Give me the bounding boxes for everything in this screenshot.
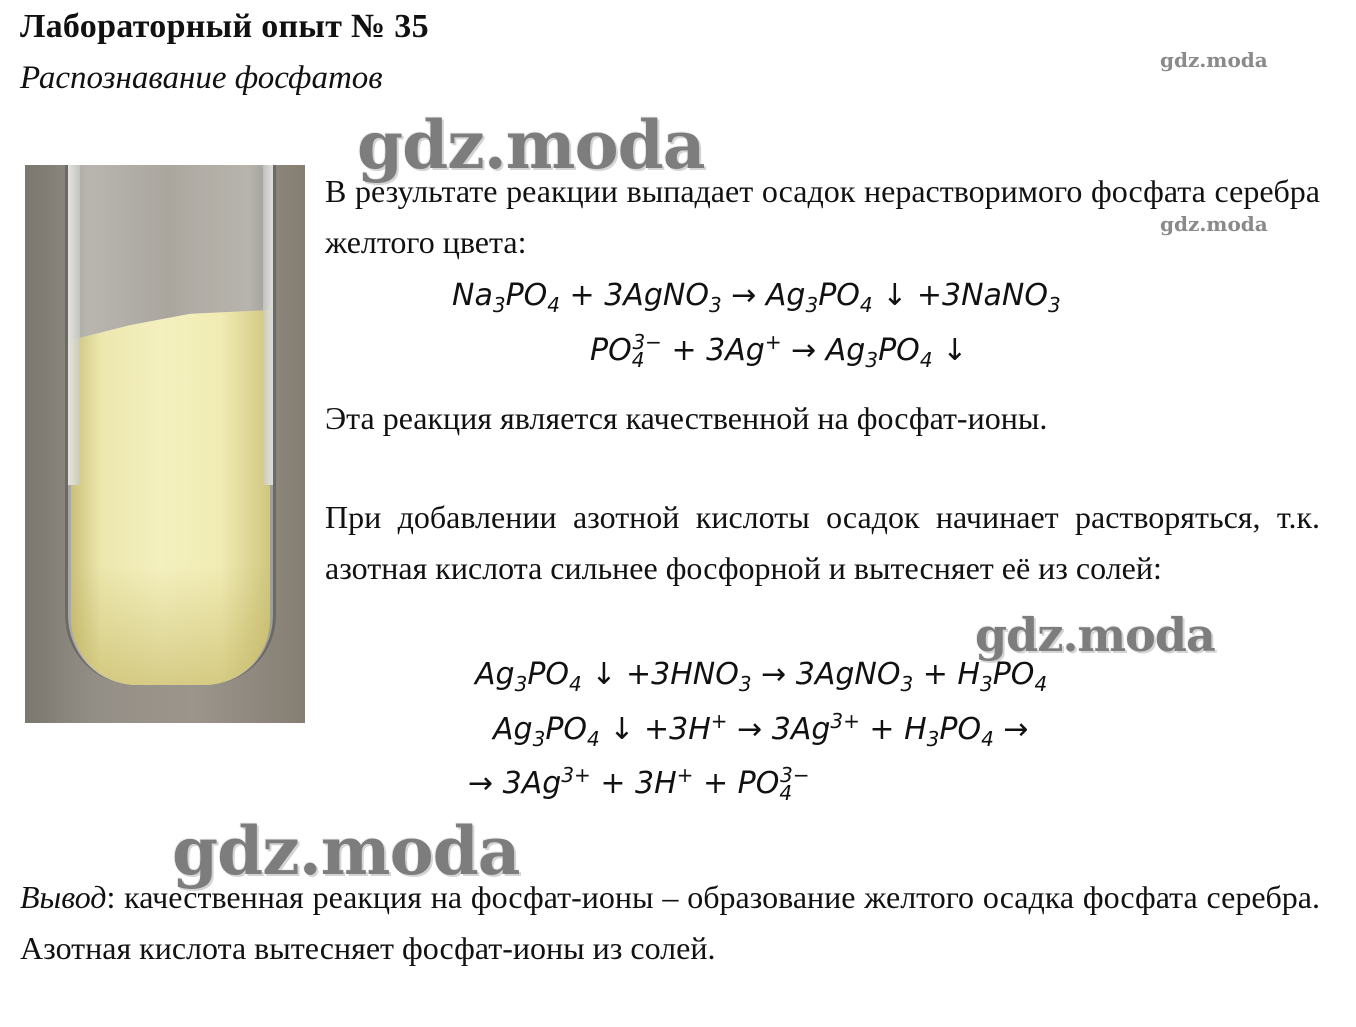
equation-dissolution-molecular: $Ag_3PO_4$ ↓ $+3HNO_3$ → 3AgNO$_3$ + $H_3PO_4$ xyxy=(475,657,1048,696)
equation-dissociation: → $3Ag^{3+} + 3H^+ + PO_4^{3-}$ xyxy=(468,763,810,805)
paragraph-result: В результате реакции выпадает осадок нерастворимого фосфата серебра желтого цвета: xyxy=(325,173,1320,260)
conclusion-text: : качественная реакция на фосфат-ионы – образование желтого осадка фосфата серебра. Азотная кислота вытесняет фосфат-ионы из солей. xyxy=(20,879,1320,966)
paragraph-nitric-acid: При добавлении азотной кислоты осадок начинает растворяться, т.к. азотная кислота сильнее фосфорной и вытесняет её из солей: xyxy=(325,499,1320,586)
test-tube-glass xyxy=(65,165,276,685)
paragraph-qualitative: Эта реакция является качественной на фосфат-ионы. xyxy=(325,400,1048,436)
watermark-large-right: gdz.moda xyxy=(975,608,1215,662)
conclusion-label: Вывод xyxy=(20,879,107,915)
equation-molecular: $Na_3PO_4$ + 3AgNO$_3$ → $Ag_3PO_4$ ↓ +3NaNO$_3$ xyxy=(452,278,1061,317)
watermark-small-top: gdz.moda xyxy=(1160,48,1268,72)
page-title: Лабораторный опыт № 35 xyxy=(20,8,429,45)
precipitate-shade xyxy=(71,565,270,685)
test-tube-photo xyxy=(25,165,305,723)
watermark-large-top: gdz.moda xyxy=(357,106,705,184)
watermark-large-bottom: gdz.moda xyxy=(172,812,520,890)
watermark-small-mid: gdz.moda xyxy=(1160,212,1268,236)
glass-highlight-left xyxy=(68,165,80,485)
equation-ionic: $PO_4^{3-} + 3Ag^+ \to Ag_3PO_4$ ↓ xyxy=(590,330,968,372)
page-subtitle: Распознавание фосфатов xyxy=(20,60,383,96)
equation-dissolution-ionic: $Ag_3PO_4$ ↓ $+3H^+ \to 3Ag^{3+} + H_3PO_4$ → xyxy=(493,709,1029,751)
glass-highlight-right xyxy=(263,165,273,485)
